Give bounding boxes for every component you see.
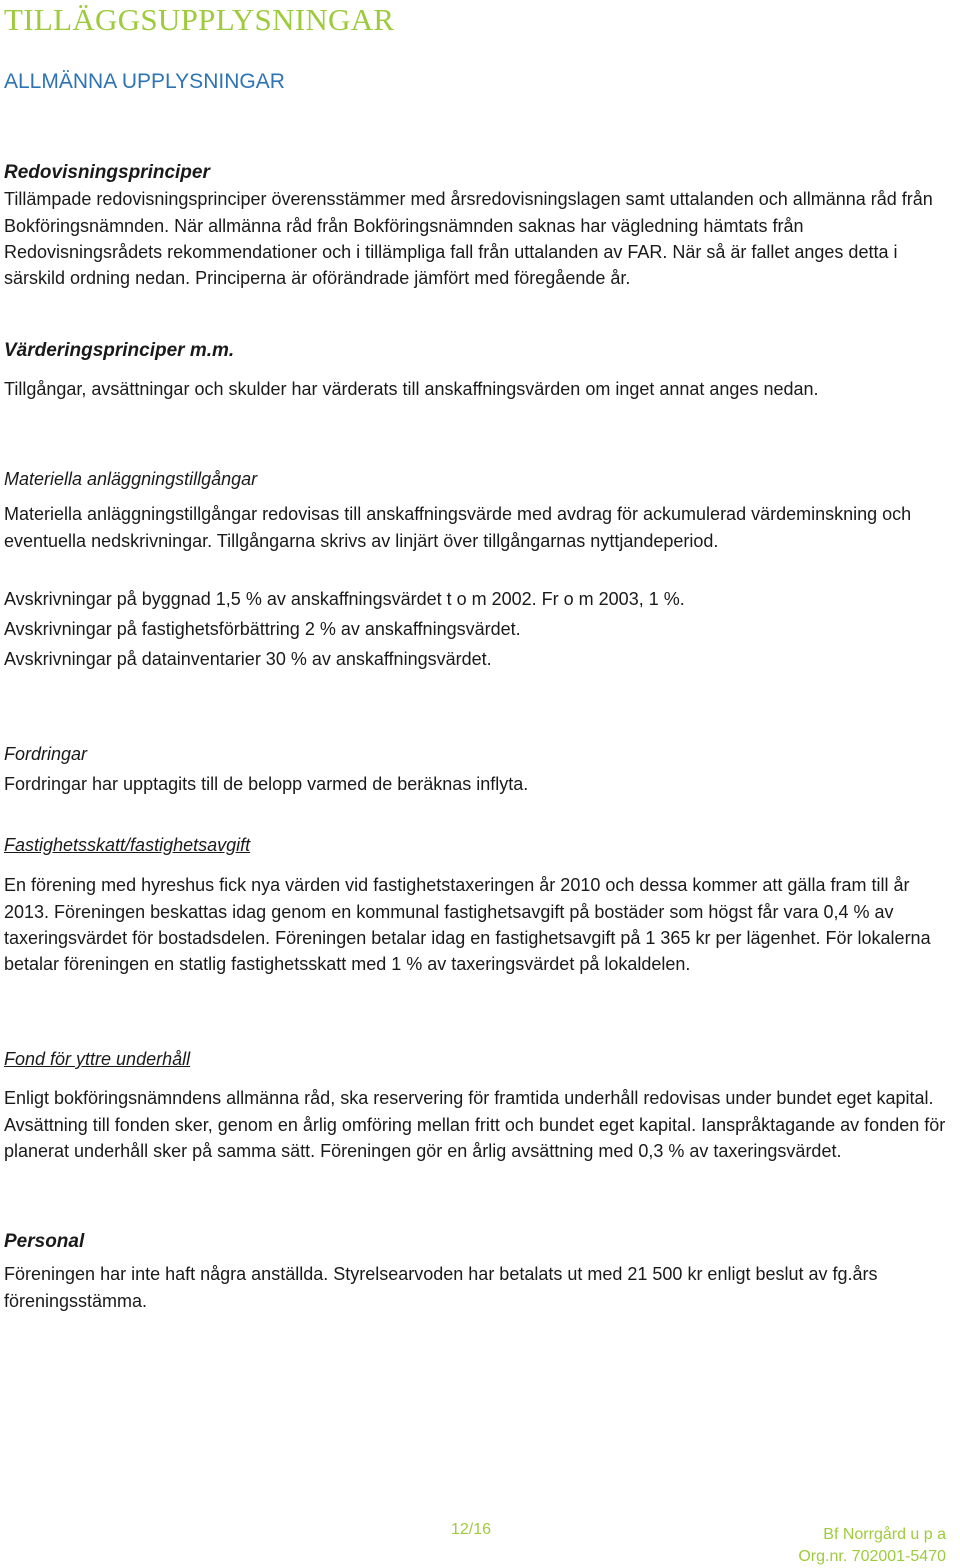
organization-number: Org.nr. 702001-5470 (798, 1548, 946, 1565)
section-fastighetsskatt (4, 832, 958, 977)
section-heading: Redovisningsprinciper (4, 162, 210, 183)
section-heading: Fastighetsskatt/fastighetsavgift (4, 835, 251, 855)
footer-organization (798, 1524, 946, 1568)
page-number: 12/16 (451, 1521, 492, 1538)
section-fordringar (4, 741, 958, 798)
section-redovisningsprinciper (4, 160, 958, 291)
organization-name: Bf Norrgård u p a (823, 1526, 946, 1543)
section-body: Tillgångar, avsättningar och skulder har värderats till anskaffningsvärden om inget annat anges nedan. (4, 379, 819, 400)
section-body: Föreningen har inte haft några anställda. Styrelsearvoden har betalats ut med 21 500 kr enligt beslut av fg.års föreningsstämma. (4, 1264, 878, 1311)
depreciation-computers: Avskrivningar på datainventarier 30 % av anskaffningsvärdet. (4, 648, 492, 669)
section-fond (4, 1046, 958, 1164)
section-heading: Fordringar (4, 744, 88, 764)
section-heading: Personal (4, 1231, 85, 1252)
section-subtitle: ALLMÄNNA UPPLYSNINGAR (4, 70, 285, 93)
section-heading: Värderingsprinciper m.m. (4, 340, 235, 361)
depreciation-building: Avskrivningar på byggnad 1,5 % av anskaffningsvärdet t o m 2002. Fr o m 2003, 1 %. (4, 588, 685, 609)
depreciation-improvement: Avskrivningar på fastighetsförbättring 2 % av anskaffningsvärdet. (4, 618, 521, 639)
section-heading: Materiella anläggningstillgångar (4, 469, 258, 489)
section-body: Enligt bokföringsnämndens allmänna råd, ska reservering för framtida underhåll redovisas under bundet eget kapital. Avsättning till fonden sker, genom en årlig omföring mellan fritt och bundet eget kapital. Ianspråktagande av fonden för planerat underhåll sker på samma sätt. Föreningen gör en årlig avsättning med 0,3 % av taxeringsvärdet. (4, 1088, 946, 1161)
section-personal (4, 1229, 958, 1314)
section-varderingsprinciper (4, 338, 958, 403)
section-body: Fordringar har upptagits till de belopp varmed de beräknas inflyta. (4, 774, 529, 795)
section-body: Materiella anläggningstillgångar redovisas till anskaffningsvärde med avdrag för ackumulerad värdeminskning och eventuella nedskrivningar. Tillgångarna skrivs av linjärt över tillgångarnas nyttjandeperiod. (4, 504, 912, 551)
section-heading: Fond för yttre underhåll (4, 1049, 191, 1069)
section-materiella (4, 466, 958, 674)
page-title: TILLÄGGSUPPLYSNINGAR (4, 2, 395, 37)
section-body: Tillämpade redovisningsprinciper överensstämmer med årsredovisningslagen samt uttalanden och allmänna råd från Bokföringsnämnden. När allmänna råd från Bokföringsnämnden saknas har vägledning hämtats från Redovisningsrådets rekommendationer och i tillämpliga fall från uttalanden av FAR. När så är fallet anges detta i särskild ordning nedan. Principerna är oförändrade jämfört med föregående år. (4, 189, 933, 289)
section-body: En förening med hyreshus fick nya värden vid fastighetstaxeringen år 2010 och dessa kommer att gälla fram till år 2013. Föreningen beskattas idag genom en kommunal fastighetsavgift på bostäder som högst får vara 0,4 % av taxeringsvärdet för bostadsdelen. Föreningen betalar idag en fastighetsavgift på 1 365 kr per lägenhet. För lokalerna betalar föreningen en statlig fastighetsskatt med 1 % av taxeringsvärdet på lokaldelen. (4, 875, 931, 975)
